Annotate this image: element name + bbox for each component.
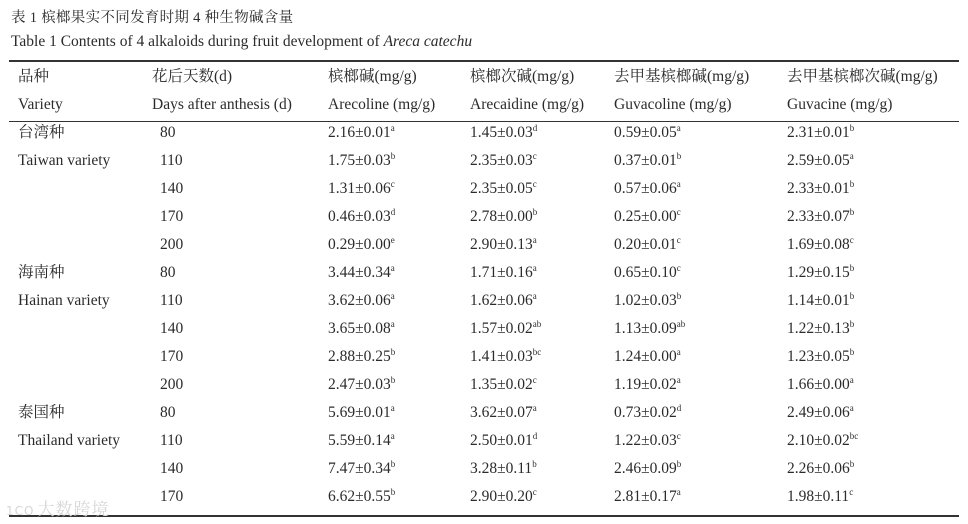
table-row (0, 399, 968, 427)
significance-letter: c (676, 207, 681, 217)
cell-arecoline (328, 175, 395, 203)
significance-letter: b (390, 375, 396, 385)
cell-guvacine (787, 203, 854, 231)
cell-guvacoline (614, 119, 681, 147)
cell-guvacine (787, 287, 854, 315)
significance-letter: ab (676, 319, 686, 329)
significance-letter: b (676, 459, 682, 469)
significance-letter: b (390, 347, 396, 357)
significance-letter: bc (849, 431, 859, 441)
significance-letter: a (849, 403, 854, 413)
cell-value: 2.31±0.01 (787, 124, 850, 141)
header-variety-en: Variety (18, 96, 63, 113)
cell-value: 2.33±0.01 (787, 180, 850, 197)
cell-value: 5.59±0.14 (328, 432, 391, 449)
cell-value: 2.47±0.03 (328, 376, 391, 393)
cell-guvacine (787, 147, 854, 175)
significance-letter: e (390, 235, 395, 245)
cell-value: 5.69±0.01 (328, 404, 391, 421)
significance-letter: a (532, 263, 537, 273)
cell-arecaidine (470, 231, 537, 259)
significance-letter: c (849, 487, 854, 497)
significance-letter: d (390, 207, 396, 217)
cell-guvacoline (614, 315, 685, 343)
cell-days: 170 (160, 348, 184, 365)
cell-guvacine (787, 343, 854, 371)
cell-value: 2.26±0.06 (787, 460, 850, 477)
cell-value: 0.65±0.10 (614, 264, 677, 281)
cell-value: 2.16±0.01 (328, 124, 391, 141)
cell-value: 1.14±0.01 (787, 292, 850, 309)
cell-guvacine (787, 119, 854, 147)
cell-days: 110 (160, 292, 183, 309)
header-arecaidine-cn: 槟榔次碱(mg/g) (470, 68, 575, 85)
cell-value: 2.50±0.01 (470, 432, 533, 449)
significance-letter: a (390, 403, 395, 413)
table-row (0, 175, 968, 203)
cell-arecoline (328, 399, 395, 427)
table-caption-english (11, 33, 472, 51)
significance-letter: a (676, 487, 681, 497)
significance-letter: a (849, 151, 854, 161)
cell-value: 0.57±0.06 (614, 180, 677, 197)
cell-guvacoline (614, 175, 681, 203)
cell-guvacine (787, 175, 854, 203)
cell-days: 110 (160, 152, 183, 169)
cell-arecoline (328, 371, 395, 399)
cell-guvacoline (614, 399, 681, 427)
significance-letter: a (390, 319, 395, 329)
caption-species-name: Areca catechu (383, 33, 473, 50)
cell-days: 80 (160, 264, 176, 281)
significance-letter: c (849, 235, 854, 245)
cell-arecaidine (470, 427, 537, 455)
significance-letter: c (676, 235, 681, 245)
cell-value: 2.46±0.09 (614, 460, 677, 477)
table-row (0, 231, 968, 259)
cell-value: 3.62±0.07 (470, 404, 533, 421)
cell-variety: 台湾种 (18, 124, 65, 141)
cell-value: 1.19±0.02 (614, 376, 677, 393)
significance-letter: c (390, 179, 395, 189)
cell-arecaidine (470, 147, 537, 175)
header-variety-cn: 品种 (18, 68, 50, 85)
cell-days: 170 (160, 488, 184, 505)
cell-arecoline (328, 259, 395, 287)
header-guvacoline-cn: 去甲基槟榔碱(mg/g) (614, 68, 750, 85)
cell-days: 170 (160, 208, 184, 225)
significance-letter: a (390, 431, 395, 441)
cell-arecaidine (470, 371, 537, 399)
cell-arecaidine (470, 455, 537, 483)
table-row (0, 483, 968, 511)
significance-letter: a (390, 123, 395, 133)
significance-letter: b (849, 207, 855, 217)
cell-guvacine (787, 427, 858, 455)
significance-letter: d (532, 123, 538, 133)
cell-guvacoline (614, 259, 681, 287)
table-row (0, 455, 968, 483)
cell-arecaidine (470, 203, 537, 231)
significance-letter: b (390, 459, 396, 469)
cell-arecaidine (470, 175, 537, 203)
cell-arecoline (328, 483, 395, 511)
cell-value: 1.98±0.11 (787, 488, 850, 505)
cell-value: 1.71±0.16 (470, 264, 533, 281)
significance-letter: a (532, 235, 537, 245)
cell-value: 3.62±0.06 (328, 292, 391, 309)
significance-letter: a (390, 263, 395, 273)
significance-letter: b (849, 123, 855, 133)
cell-value: 7.47±0.34 (328, 460, 391, 477)
cell-variety: Thailand variety (18, 432, 120, 449)
cell-arecaidine (470, 343, 541, 371)
cell-value: 0.29±0.00 (328, 236, 391, 253)
cell-variety: Hainan variety (18, 292, 110, 309)
cell-days: 200 (160, 236, 184, 253)
cell-value: 1.13±0.09 (614, 320, 677, 337)
significance-letter: c (532, 179, 537, 189)
significance-letter: b (532, 459, 537, 469)
table-row (0, 147, 968, 175)
significance-letter: a (849, 375, 854, 385)
cell-arecaidine (470, 119, 537, 147)
significance-letter: a (390, 291, 395, 301)
header-row-english (0, 91, 968, 119)
cell-value: 0.46±0.03 (328, 208, 391, 225)
significance-letter: a (532, 291, 537, 301)
cell-guvacine (787, 455, 854, 483)
cell-guvacine (787, 483, 853, 511)
cell-value: 2.81±0.17 (614, 488, 677, 505)
cell-value: 0.37±0.01 (614, 152, 677, 169)
watermark (6, 495, 109, 520)
cell-value: 3.28±0.11 (470, 460, 533, 477)
cell-variety: Taiwan variety (18, 152, 111, 169)
cell-days: 110 (160, 432, 183, 449)
cell-value: 2.90±0.20 (470, 488, 533, 505)
header-arecoline-cn: 槟榔碱(mg/g) (328, 68, 417, 85)
cell-guvacoline (614, 371, 681, 399)
header-guvacoline-en: Guvacoline (mg/g) (614, 96, 732, 113)
cell-guvacoline (614, 427, 681, 455)
cell-guvacine (787, 371, 854, 399)
cell-value: 1.69±0.08 (787, 236, 850, 253)
cell-arecoline (328, 427, 395, 455)
cell-arecaidine (470, 399, 537, 427)
cell-value: 1.62±0.06 (470, 292, 533, 309)
significance-letter: b (849, 319, 855, 329)
cell-days: 140 (160, 320, 184, 337)
header-row-chinese (0, 63, 968, 91)
table-row (0, 119, 968, 147)
header-arecoline-en: Arecoline (mg/g) (328, 96, 436, 113)
cell-arecoline (328, 203, 395, 231)
cell-guvacine (787, 315, 854, 343)
significance-letter: c (676, 263, 681, 273)
cell-guvacine (787, 231, 854, 259)
significance-letter: b (676, 151, 682, 161)
cell-days: 200 (160, 376, 184, 393)
significance-letter: a (532, 403, 537, 413)
cell-days: 140 (160, 460, 184, 477)
cell-arecaidine (470, 315, 541, 343)
table-row (0, 203, 968, 231)
cell-arecoline (328, 315, 395, 343)
significance-letter: b (849, 347, 855, 357)
significance-letter: a (676, 179, 681, 189)
table-row (0, 343, 968, 371)
cell-arecoline (328, 455, 395, 483)
header-arecaidine-en: Arecaidine (mg/g) (470, 96, 585, 113)
cell-value: 2.35±0.05 (470, 180, 533, 197)
watermark-logo: 1CO (6, 504, 35, 518)
cell-value: 1.31±0.06 (328, 180, 391, 197)
significance-letter: c (532, 375, 537, 385)
cell-days: 140 (160, 180, 184, 197)
significance-letter: b (849, 291, 855, 301)
watermark-text: 大数跨境 (37, 500, 110, 520)
cell-value: 1.24±0.00 (614, 348, 677, 365)
significance-letter: b (532, 207, 538, 217)
cell-value: 1.57±0.02 (470, 320, 533, 337)
cell-value: 3.65±0.08 (328, 320, 391, 337)
table-top-rule (9, 60, 959, 62)
cell-guvacine (787, 259, 854, 287)
cell-value: 1.45±0.03 (470, 124, 533, 141)
cell-value: 1.75±0.03 (328, 152, 391, 169)
table-caption-chinese: 表 1 槟榔果实不同发育时期 4 种生物碱含量 (11, 10, 294, 26)
cell-days: 80 (160, 404, 176, 421)
significance-letter: bc (532, 347, 542, 357)
cell-arecoline (328, 231, 395, 259)
cell-arecaidine (470, 483, 537, 511)
header-guvacine-cn: 去甲基槟榔次碱(mg/g) (787, 68, 938, 85)
cell-value: 2.90±0.13 (470, 236, 533, 253)
header-guvacine-en: Guvacine (mg/g) (787, 96, 893, 113)
significance-letter: a (676, 347, 681, 357)
cell-value: 2.35±0.03 (470, 152, 533, 169)
significance-letter: ab (532, 319, 542, 329)
cell-value: 1.22±0.13 (787, 320, 850, 337)
significance-letter: c (532, 487, 537, 497)
cell-arecoline (328, 343, 395, 371)
header-days-cn: 花后天数(d) (152, 68, 233, 85)
cell-value: 0.73±0.02 (614, 404, 677, 421)
significance-letter: a (676, 123, 681, 133)
cell-guvacoline (614, 231, 681, 259)
significance-letter: c (676, 431, 681, 441)
cell-value: 0.20±0.01 (614, 236, 677, 253)
cell-variety: 泰国种 (18, 404, 65, 421)
cell-value: 3.44±0.34 (328, 264, 391, 281)
table-row (0, 287, 968, 315)
significance-letter: d (532, 431, 538, 441)
table-bottom-rule (9, 515, 959, 517)
cell-guvacoline (614, 203, 681, 231)
cell-guvacoline (614, 287, 681, 315)
cell-guvacoline (614, 483, 681, 511)
cell-arecoline (328, 147, 395, 175)
cell-guvacine (787, 399, 854, 427)
table-row (0, 427, 968, 455)
cell-value: 2.10±0.02 (787, 432, 850, 449)
header-days-en: Days after anthesis (d) (152, 96, 292, 113)
cell-value: 1.02±0.03 (614, 292, 677, 309)
cell-arecaidine (470, 259, 537, 287)
cell-value: 1.66±0.00 (787, 376, 850, 393)
cell-arecaidine (470, 287, 537, 315)
significance-letter: b (390, 151, 396, 161)
significance-letter: d (676, 403, 682, 413)
cell-value: 6.62±0.55 (328, 488, 391, 505)
cell-value: 2.88±0.25 (328, 348, 391, 365)
cell-value: 1.41±0.03 (470, 348, 533, 365)
cell-value: 2.59±0.05 (787, 152, 850, 169)
cell-guvacoline (614, 343, 681, 371)
table-row (0, 259, 968, 287)
cell-arecoline (328, 287, 395, 315)
cell-guvacoline (614, 455, 681, 483)
significance-letter: b (390, 487, 396, 497)
cell-value: 0.25±0.00 (614, 208, 677, 225)
cell-guvacoline (614, 147, 681, 175)
significance-letter: a (676, 375, 681, 385)
cell-value: 1.35±0.02 (470, 376, 533, 393)
significance-letter: b (849, 459, 855, 469)
table-row (0, 371, 968, 399)
cell-value: 2.78±0.00 (470, 208, 533, 225)
cell-value: 1.23±0.05 (787, 348, 850, 365)
cell-value: 2.33±0.07 (787, 208, 850, 225)
cell-variety: 海南种 (18, 264, 65, 281)
cell-value: 1.22±0.03 (614, 432, 677, 449)
significance-letter: c (532, 151, 537, 161)
cell-days: 80 (160, 124, 176, 141)
cell-value: 1.29±0.15 (787, 264, 850, 281)
significance-letter: b (849, 263, 855, 273)
cell-value: 0.59±0.05 (614, 124, 677, 141)
significance-letter: b (676, 291, 682, 301)
cell-arecoline (328, 119, 395, 147)
table-row (0, 315, 968, 343)
cell-value: 2.49±0.06 (787, 404, 850, 421)
caption-english-text: Table 1 Contents of 4 alkaloids during fruit development of (11, 33, 384, 50)
significance-letter: b (849, 179, 855, 189)
